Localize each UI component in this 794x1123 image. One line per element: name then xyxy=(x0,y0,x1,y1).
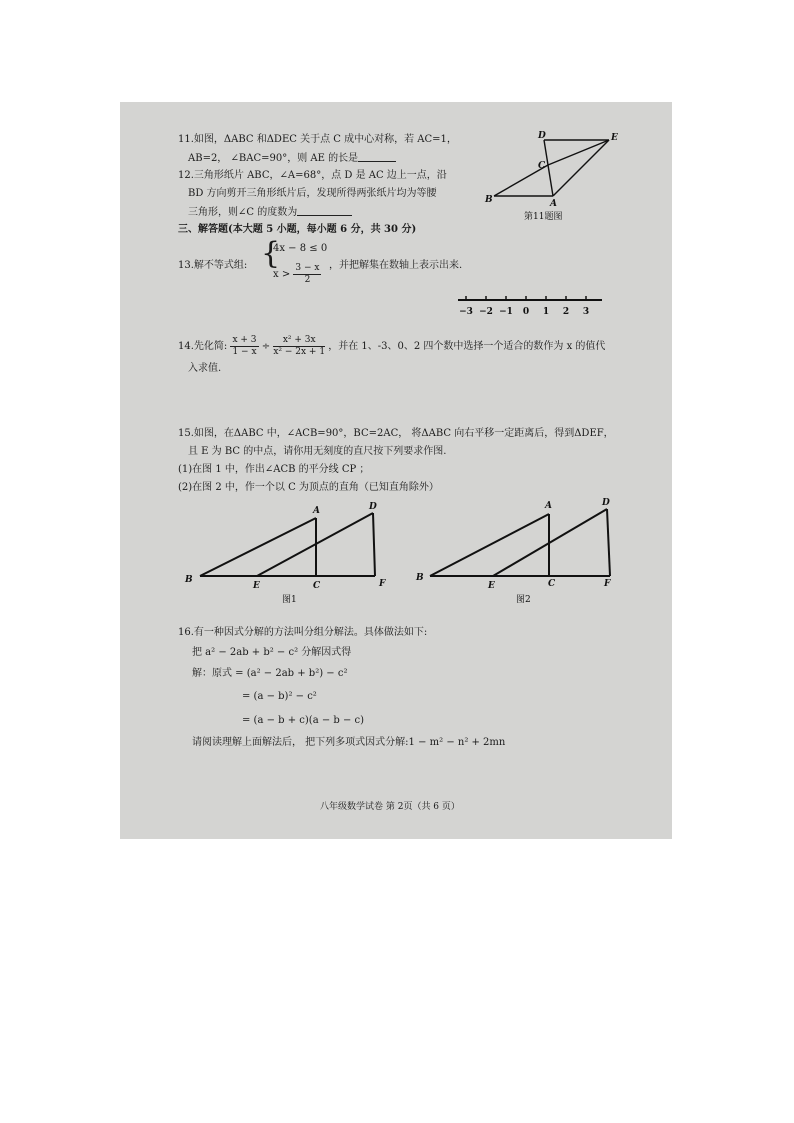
fig2-label-f: F xyxy=(604,579,611,589)
q15-line4: (2)在图 2 中，作一个以 C 为顶点的直角（已知直角除外） xyxy=(178,482,439,493)
q16-line6: 请阅读理解上面解法后， 把下列多项式因式分解:1 − m² − n² + 2mn xyxy=(192,737,506,748)
q11-label-c: C xyxy=(538,161,546,171)
number-line-tick-label: 2 xyxy=(562,307,570,317)
number-line-tick-label: −3 xyxy=(459,307,473,317)
q16-line4: = (a − b)² − c² xyxy=(242,691,317,702)
q15-line2: 且 E 为 BC 的中点，请你用无刻度的直尺按下列要求作图. xyxy=(188,446,447,457)
fig1-label-d: D xyxy=(369,502,377,512)
fig2-label-b: B xyxy=(416,573,424,583)
q11-figure xyxy=(482,128,622,222)
q14-line2: 入求值. xyxy=(188,363,222,374)
fig2-label-a: A xyxy=(545,501,552,511)
number-line-tick-label: −1 xyxy=(499,307,513,317)
q15-figure-1 xyxy=(180,496,400,606)
q11-segment-ae xyxy=(553,140,609,196)
q11-segment-ce xyxy=(548,140,609,165)
q13-number-line xyxy=(454,292,614,322)
fig1-label-c: C xyxy=(313,581,321,591)
q16-line2: 把 a² − 2ab + b² − c² 分解因式得 xyxy=(192,647,352,658)
fig2-segment-ba xyxy=(430,514,549,576)
fig2-label-c: C xyxy=(548,579,556,589)
q12-answer-blank xyxy=(297,205,352,216)
number-line-tick-label: −2 xyxy=(479,307,493,317)
fig1-label-e: E xyxy=(253,581,260,591)
q11-label-d: D xyxy=(538,131,546,141)
q14-fraction1-numerator: x + 3 xyxy=(232,335,257,345)
q16-line3: 解：原式 = (a² − 2ab + b²) − c² xyxy=(192,668,348,679)
q13-ineq2 xyxy=(273,263,321,286)
fig2-caption: 图2 xyxy=(516,595,531,605)
q14-fraction2-denominator: x² − 2x + 1 xyxy=(273,347,326,357)
q13-ineq1: 4x − 8 ≤ 0 xyxy=(273,243,328,254)
fig1-label-a: A xyxy=(313,506,320,516)
q16-line5: = (a − b + c)(a − b − c) xyxy=(242,715,365,726)
q11-label-e: E xyxy=(611,133,618,143)
q11-caption: 第11题图 xyxy=(524,212,563,222)
page-footer: 八年级数学试卷 第 2页（共 6 页） xyxy=(320,802,460,812)
q14-line1-rest: ，并在 1、-3、0、2 四个数中选择一个适合的数作为 x 的值代 xyxy=(328,341,606,352)
q12-line2: BD 方向剪开三角形纸片后，发现所得两张纸片均为等腰 xyxy=(188,188,437,199)
fig1-caption: 图1 xyxy=(282,595,297,605)
q11-answer-blank xyxy=(358,151,396,162)
number-line-tick-label: 1 xyxy=(542,307,550,317)
fig1-label-f: F xyxy=(379,579,386,589)
number-line-tick-label: 0 xyxy=(522,307,530,317)
q16-line1: 16.有一种因式分解的方法叫分组分解法。具体做法如下: xyxy=(178,627,428,638)
section3-title: 三、解答题(本大题 5 小题，每小题 6 分，共 30 分) xyxy=(178,224,417,235)
q13-suffix: ，并把解集在数轴上表示出来. xyxy=(329,260,463,271)
q13-prefix: 13.解不等式组: xyxy=(178,260,248,271)
q14-fraction2-numerator: x² + 3x xyxy=(273,335,325,347)
q15-line1: 15.如图，在ΔABC 中，∠ACB=90°，BC=2AC， 将ΔABC 向右平移一定距离后，得到ΔDEF， xyxy=(178,428,614,439)
fig2-label-d: D xyxy=(602,498,610,508)
number-line-tick-label: 3 xyxy=(582,307,590,317)
q11-label-a: A xyxy=(550,199,557,209)
q15-figure-2 xyxy=(414,492,634,606)
q14-prefix: 14.先化简: xyxy=(178,341,228,352)
q11-segment-ca xyxy=(548,165,553,196)
q13-ineq2-left: x > xyxy=(273,269,291,280)
q12-line3 xyxy=(188,205,352,219)
q15-line3: (1)在图 1 中，作出∠ACB 的平分线 CP ； xyxy=(178,464,370,475)
fig2-segment-df xyxy=(607,509,610,576)
q13-fraction-denominator: 2 xyxy=(304,275,311,285)
q14-fraction1-denominator: 1 − x xyxy=(232,347,257,357)
exam-page-scan xyxy=(120,102,672,839)
fig1-segment-df xyxy=(373,513,375,576)
q14-fraction1 xyxy=(230,335,258,358)
fig1-label-b: B xyxy=(185,575,193,585)
fig1-segment-ba xyxy=(200,518,316,576)
q11-line1: 11.如图，ΔABC 和ΔDEC 关于点 C 成中心对称，若 AC=1， xyxy=(178,134,457,145)
q14-operator: ÷ xyxy=(261,341,271,352)
fig2-label-e: E xyxy=(488,581,495,591)
q14-line1 xyxy=(178,334,605,360)
q11-line2 xyxy=(188,151,396,165)
q13-ineq2-fraction xyxy=(293,263,321,286)
q13-fraction-numerator: 3 − x xyxy=(295,263,320,273)
q12-line1: 12.三角形纸片 ABC，∠A=68°，点 D 是 AC 边上一点，沿 xyxy=(178,170,447,181)
q11-label-b: B xyxy=(485,195,493,205)
q12-line3-text: 三角形，则∠C 的度数为 xyxy=(188,207,298,218)
q11-line2-text: AB=2， ∠BAC=90°，则 AE 的长是 xyxy=(188,153,359,164)
q14-fraction2 xyxy=(273,335,325,358)
q13-brace: { xyxy=(261,236,281,271)
